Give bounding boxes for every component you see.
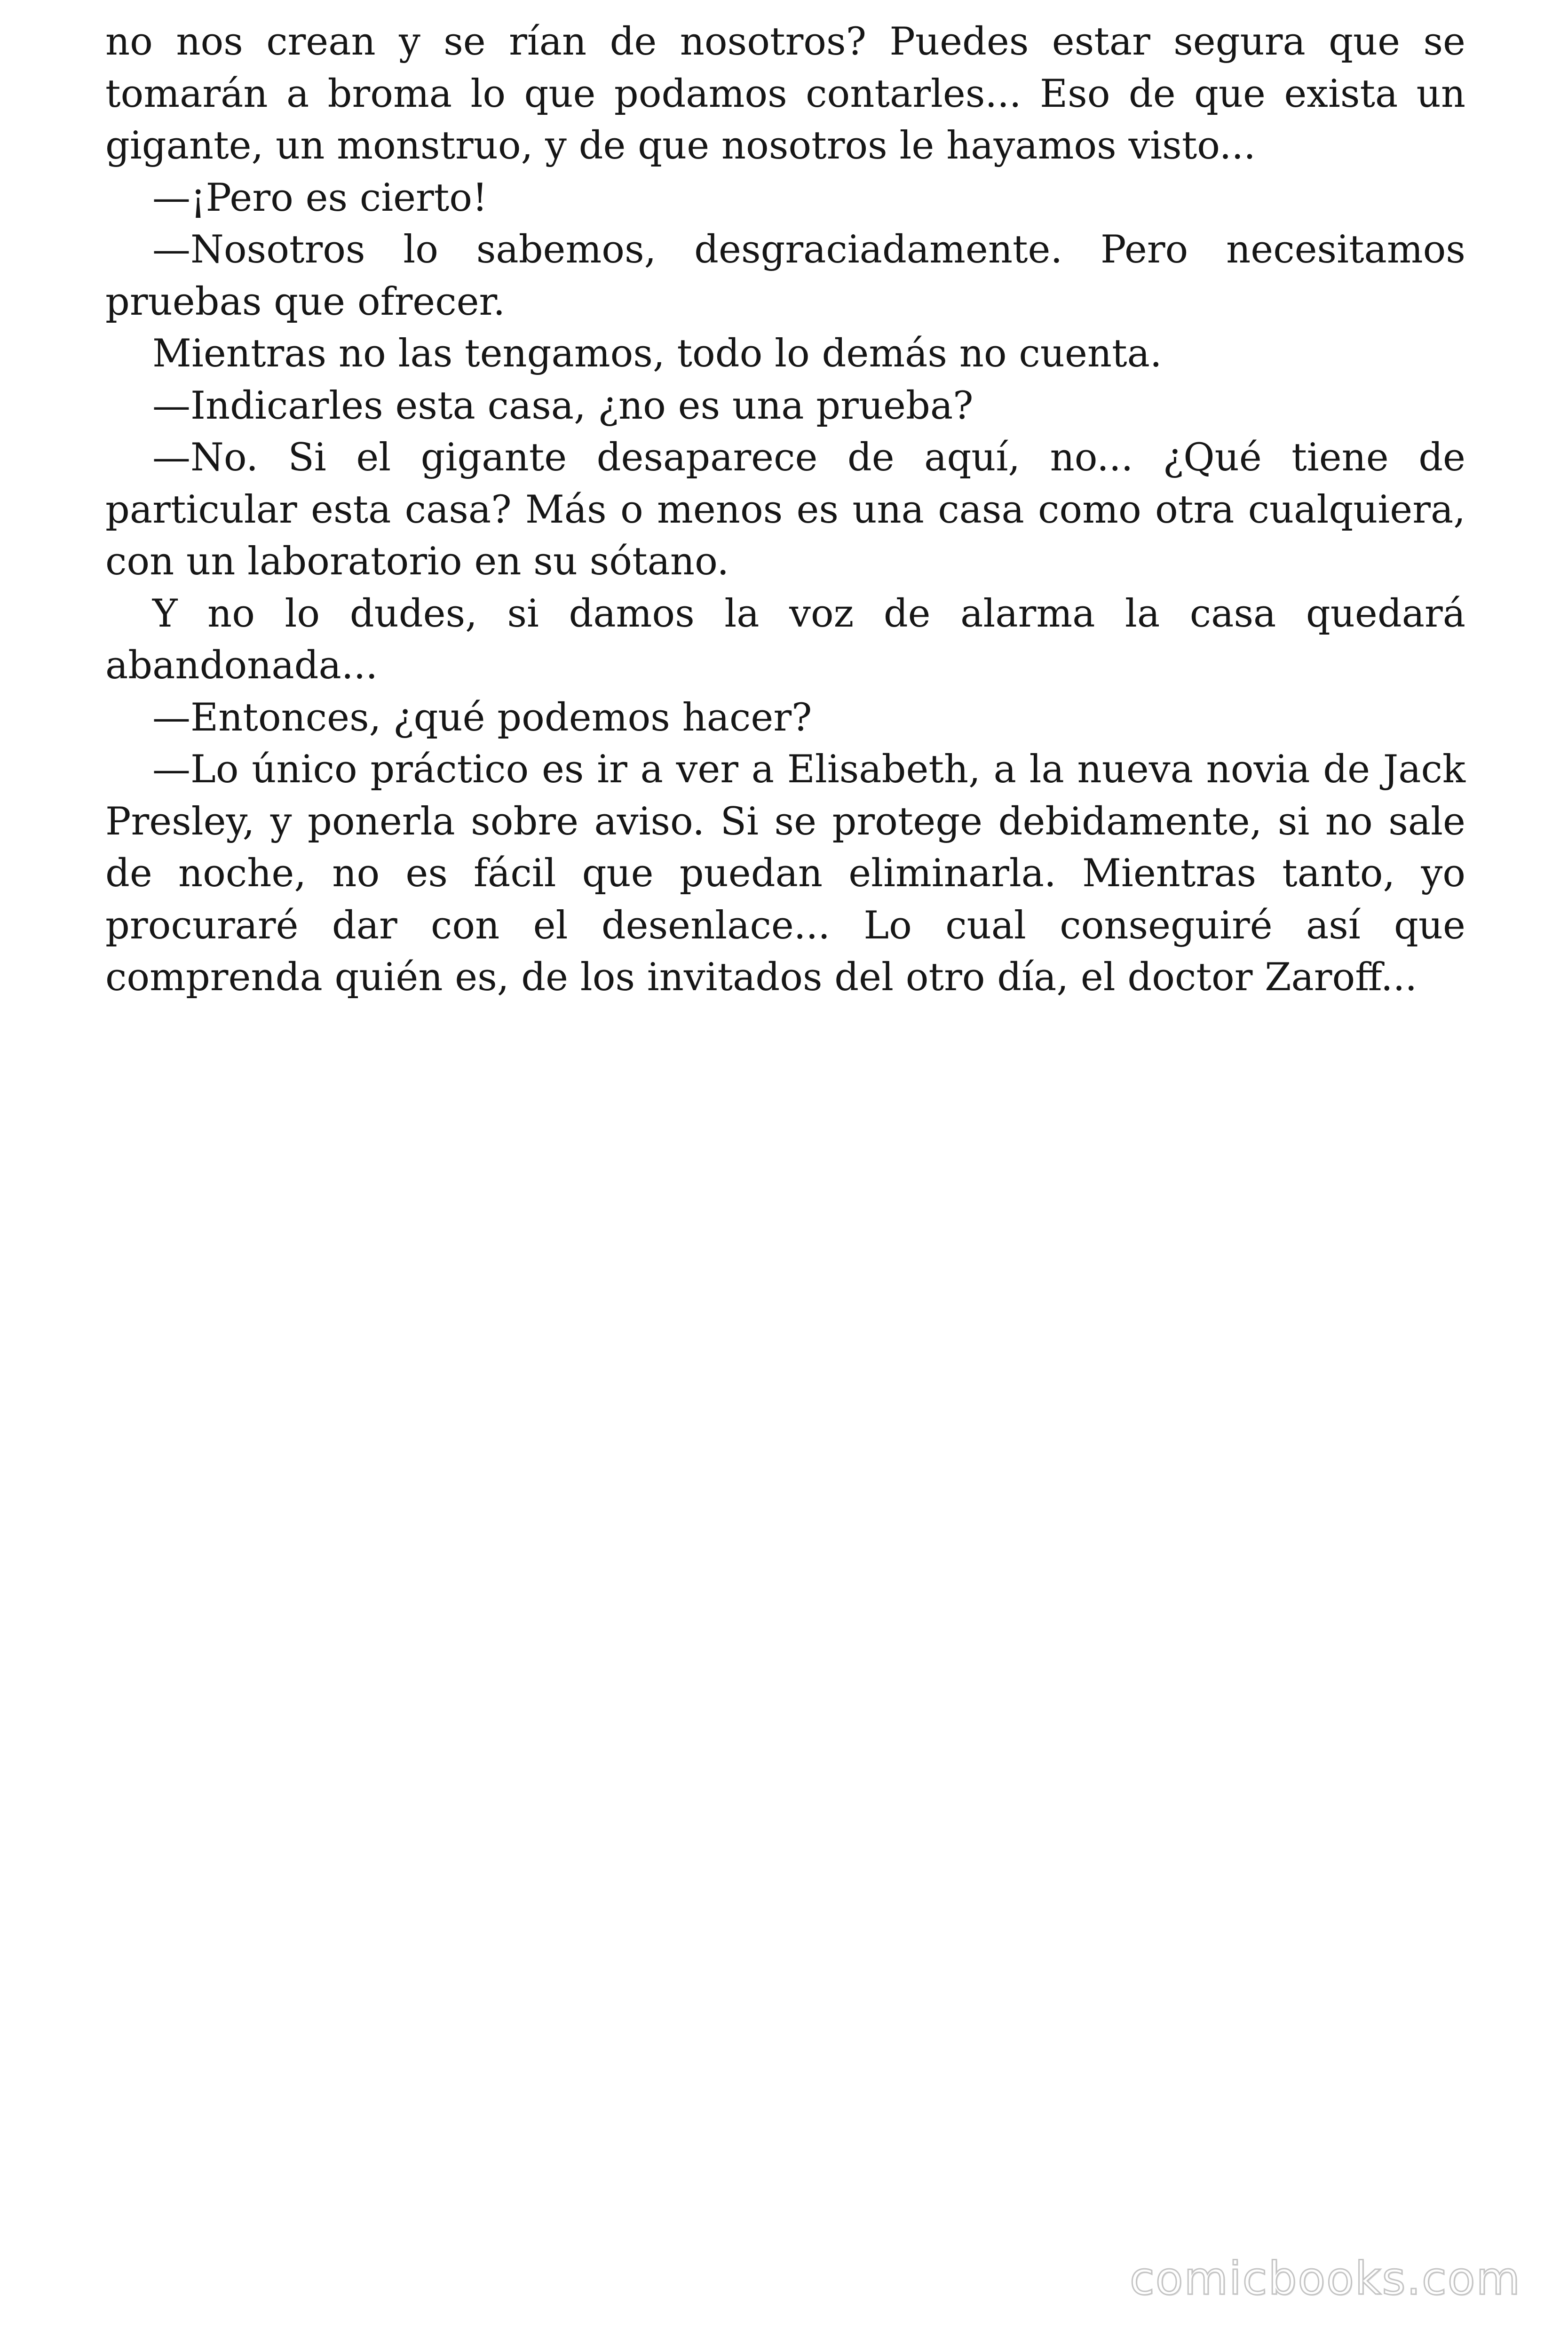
paragraph-dialogue: —Indicarles esta casa, ¿no es una prueba? [152, 383, 974, 428]
paragraph-dialogue: —¡Pero es cierto! [152, 175, 488, 220]
paragraph-dialogue: —Lo único práctico es ir a ver a Elisabeth, a la nueva novia de Jack Presley, y ponerla sobre aviso. Si se protege debidamente, si no sale de noche, no es fácil que puedan eliminarla. Mientras tanto, yo procuraré dar con el desenlace... Lo cual conseguiré así que comprenda quién es, de los invitados del otro día, el doctor Zaroff... [105, 747, 1465, 1000]
paragraph-dialogue: —Entonces, ¿qué podemos hacer? [152, 695, 812, 740]
paragraph: Y no lo dudes, si damos la voz de alarma la casa quedará abandonada... [105, 591, 1465, 688]
body-text [105, 16, 1465, 1004]
paragraph-continuation: no nos crean y se rían de nosotros? Puedes estar segura que se tomarán a broma lo que podamos contarles... Eso de que exista un gigante, un monstruo, y de que nosotros le hayamos visto... [105, 20, 1465, 168]
paragraph-dialogue: —No. Si el gigante desaparece de aquí, no... ¿Qué tiene de particular esta casa? Más o menos es una casa como otra cualquiera, con un laboratorio en su sótano. [105, 436, 1465, 584]
watermark-logo: comicbooks.com [1129, 2252, 1521, 2305]
paragraph: Mientras no las tengamos, todo lo demás no cuenta. [152, 332, 1162, 376]
paragraph-dialogue: —Nosotros lo sabemos, desgraciadamente. Pero necesitamos pruebas que ofrecer. [105, 228, 1465, 324]
